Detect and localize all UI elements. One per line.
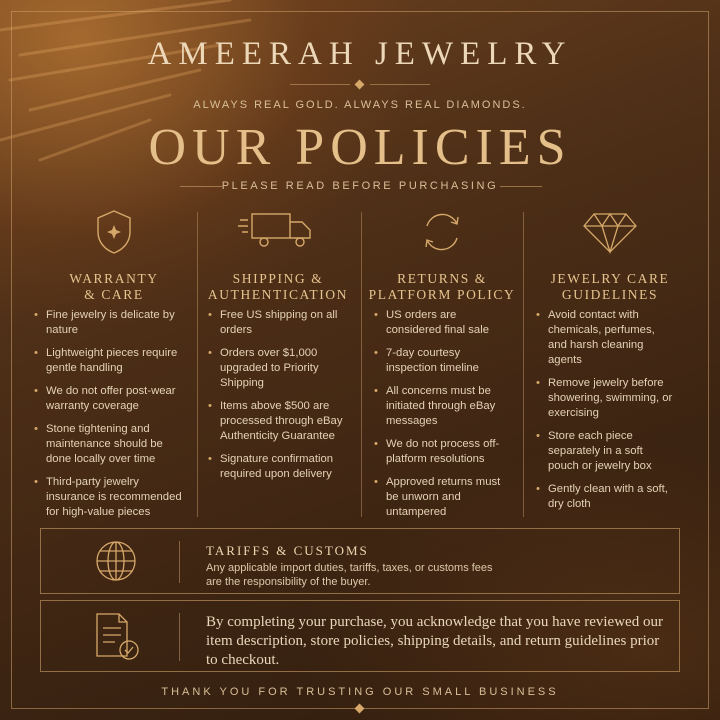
column-title <box>362 271 522 303</box>
shield-icon <box>34 208 194 258</box>
tariffs-title: TARIFFS & CUSTOMS <box>206 543 369 558</box>
column-title <box>198 271 358 303</box>
column-title-line: WARRANTY <box>69 271 159 286</box>
box-separator <box>179 541 180 583</box>
brand-divider-left <box>290 84 350 85</box>
list-item: • We do not process off-platform resolutions <box>374 437 514 467</box>
box-separator <box>179 613 180 661</box>
list-item: • Remove jewelry before showering, swimming, or exercising <box>536 376 676 421</box>
list-item: • Fine jewelry is delicate by nature <box>34 308 184 338</box>
list-item: • Lightweight pieces require gentle handling <box>34 346 184 376</box>
document-check-icon <box>91 610 143 669</box>
acknowledgement-text: By completing your purchase, you acknowledge that you have reviewed our item description, store policies, shipping details, and return guidelines prior to checkout. <box>206 614 663 668</box>
list-item: • US orders are considered final sale <box>374 308 514 338</box>
column-title-line: JEWELRY CARE <box>550 271 670 286</box>
column-title-line: PLATFORM POLICY <box>368 287 516 302</box>
column-title-line: & CARE <box>84 287 144 302</box>
list-item: • We do not offer post-wear warranty coverage <box>34 384 184 414</box>
list-item: • Avoid contact with chemicals, perfumes, and harsh cleaning agents <box>536 308 676 368</box>
policy-list <box>536 308 676 520</box>
list-item: • Signature confirmation required upon delivery <box>208 452 348 482</box>
column-title <box>34 271 194 303</box>
list-item: • Stone tightening and maintenance should be done locally over time <box>34 422 184 467</box>
brand-name: AMEERAH JEWELRY <box>147 36 573 72</box>
list-item: • 7-day courtesy inspection timeline <box>374 346 514 376</box>
policy-list <box>34 308 184 528</box>
tariffs-text: Any applicable import duties, tariffs, taxes, or customs fees are the responsibility of the buyer. <box>206 562 493 588</box>
brand-divider-right <box>370 84 430 85</box>
list-item: • All concerns must be initiated through eBay messages <box>374 384 514 429</box>
list-item: • Items above $500 are processed through eBay Authenticity Guarantee <box>208 399 348 444</box>
policy-list <box>374 308 514 528</box>
list-item: • Third-party jewelry insurance is recommended for high-value pieces <box>34 475 184 520</box>
list-item: • Approved returns must be unworn and untampered <box>374 475 514 520</box>
column-separator <box>523 212 524 517</box>
list-item: • Store each piece separately in a soft pouch or jewelry box <box>536 429 676 474</box>
globe-icon <box>93 538 139 589</box>
page-title: OUR POLICIES <box>148 119 572 176</box>
column-title-line: GUIDELINES <box>561 287 659 302</box>
column-title <box>530 271 690 303</box>
tariffs-box <box>40 528 680 594</box>
diamond-icon <box>530 208 690 258</box>
list-item: • Orders over $1,000 upgraded to Priority Shipping <box>208 346 348 391</box>
subtitle-line-right <box>500 186 542 187</box>
list-item: • Free US shipping on all orders <box>208 308 348 338</box>
list-item: • Gently clean with a soft, dry cloth <box>536 482 676 512</box>
column-title-line: AUTHENTICATION <box>207 287 349 302</box>
footer-text: THANK YOU FOR TRUSTING OUR SMALL BUSINESS <box>161 686 559 698</box>
column-title-line: SHIPPING & <box>232 271 324 286</box>
tagline: ALWAYS REAL GOLD. ALWAYS REAL DIAMONDS. <box>193 99 527 111</box>
truck-icon <box>198 208 358 258</box>
acknowledgement-box <box>40 600 680 672</box>
policy-list <box>208 308 348 490</box>
column-title-line: RETURNS & <box>397 271 487 286</box>
subtitle: PLEASE READ BEFORE PURCHASING <box>221 180 499 192</box>
return-arrows-icon <box>362 208 522 258</box>
